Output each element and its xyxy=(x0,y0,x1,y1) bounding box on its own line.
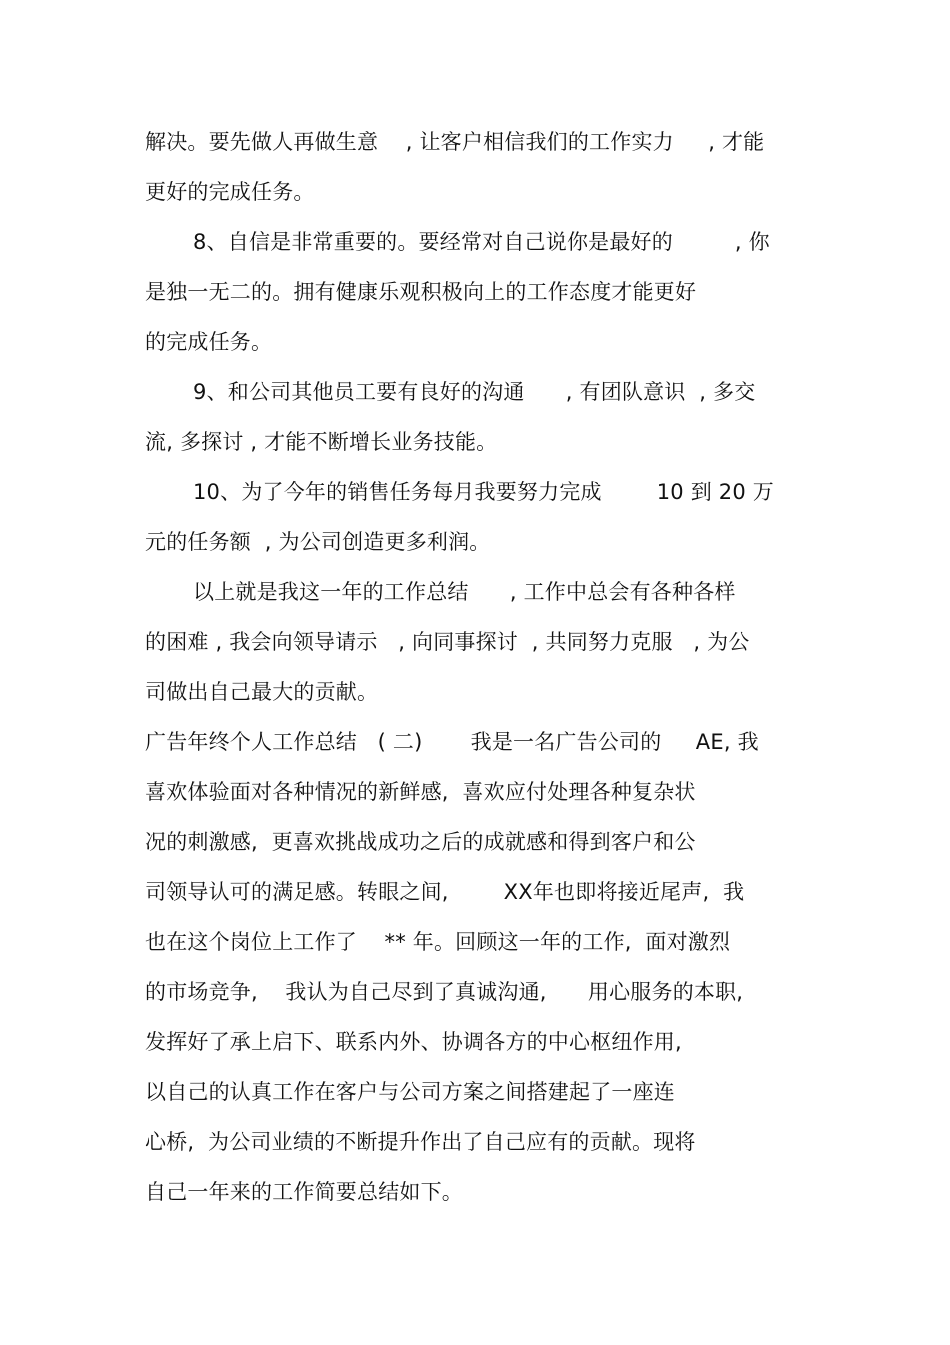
text-line: 9、和公司其他员工要有良好的沟通 , 有团队意识 , 多交 xyxy=(193,380,756,404)
text-line: 的困难 , 我会向领导请示 , 向同事探讨 , 共同努力克服 , 为公 xyxy=(145,630,750,654)
text-line: 况的刺激感, 更喜欢挑战成功之后的成就感和得到客户和公 xyxy=(145,830,696,854)
text-line: 的市场竞争, 我认为自己尽到了真诚沟通, 用心服务的本职, xyxy=(145,980,744,1004)
text-line: 以自己的认真工作在客户与公司方案之间搭建起了一座连 xyxy=(145,1080,675,1104)
text-line: 以上就是我这一年的工作总结 , 工作中总会有各种各样 xyxy=(193,580,736,604)
text-line: 心桥, 为公司业绩的不断提升作出了自己应有的贡献。现将 xyxy=(145,1130,696,1154)
text-line: 喜欢体验面对各种情况的新鲜感, 喜欢应付处理各种复杂状 xyxy=(145,780,696,804)
text-line: 是独一无二的。拥有健康乐观积极向上的工作态度才能更好 xyxy=(145,280,697,304)
text-line: 解决。要先做人再做生意 , 让客户相信我们的工作实力 , 才能 xyxy=(145,130,765,154)
text-line: 发挥好了承上启下、联系内外、协调各方的中心枢纽作用, xyxy=(145,1030,682,1054)
text-line: 流, 多探讨 , 才能不断增长业务技能。 xyxy=(145,430,498,454)
text-line: 司做出自己最大的贡献。 xyxy=(145,680,379,704)
text-line: 元的任务额 , 为公司创造更多利润。 xyxy=(145,530,491,554)
text-line: 10、为了今年的销售任务每月我要努力完成 10 到 20 万 xyxy=(193,480,774,504)
text-line: 自己一年来的工作简要总结如下。 xyxy=(145,1180,463,1204)
text-line: 也在这个岗位上工作了 ** 年。回顾这一年的工作, 面对激烈 xyxy=(145,930,731,954)
text-line: 司领导认可的满足感。转眼之间, XX年也即将接近尾声, 我 xyxy=(145,880,745,904)
text-line: 更好的完成任务。 xyxy=(145,180,315,204)
section-heading-line: 广告年终个人工作总结 ( 二) 我是一名广告公司的 AE, 我 xyxy=(145,730,759,754)
text-line: 8、自信是非常重要的。要经常对自己说你是最好的 , 你 xyxy=(193,230,770,254)
text-line: 的完成任务。 xyxy=(145,330,273,354)
